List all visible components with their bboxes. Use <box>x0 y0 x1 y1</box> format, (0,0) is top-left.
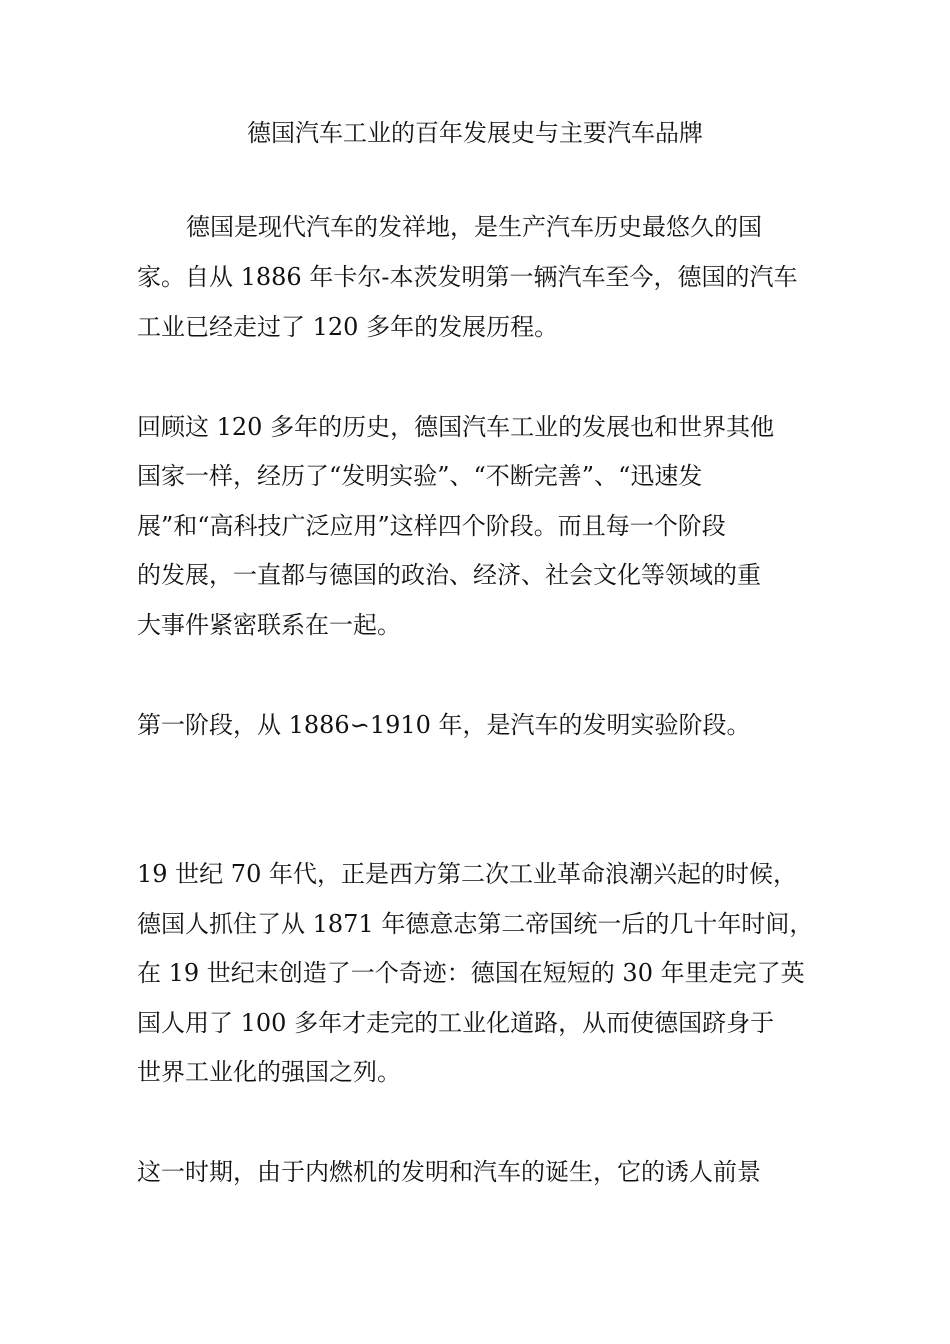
paragraph-2-line-5: 大事件紧密联系在一起。 <box>137 611 401 639</box>
paragraph-2-line-2: 国家一样，经历了“发明实验”、“不断完善”、“迅速发 <box>137 462 703 490</box>
paragraph-5-line-1: 这一时期，由于内燃机的发明和汽车的诞生，它的诱人前景 <box>137 1158 761 1186</box>
document-title: 德国汽车工业的百年发展史与主要汽车品牌 <box>247 119 703 147</box>
paragraph-1-line-2: 家。自从 1886 年卡尔-本茨发明第一辆汽车至今，德国的汽车 <box>137 263 798 291</box>
paragraph-2-line-3: 展”和“高科技广泛应用”这样四个阶段。而且每一个阶段 <box>137 512 726 540</box>
paragraph-1-line-1: 德国是现代汽车的发祥地，是生产汽车历史最悠久的国 <box>186 213 762 241</box>
paragraph-4-line-4: 国人用了 100 多年才走完的工业化道路，从而使德国跻身于 <box>137 1009 775 1037</box>
paragraph-4-line-1: 19 世纪 70 年代，正是西方第二次工业革命浪潮兴起的时候， <box>137 860 797 888</box>
paragraph-4-line-2: 德国人抓住了从 1871 年德意志第二帝国统一后的几十年时间， <box>137 910 814 938</box>
paragraph-2-line-4: 的发展，一直都与德国的政治、经济、社会文化等领域的重 <box>137 561 761 589</box>
paragraph-1-line-3: 工业已经走过了 120 多年的发展历程。 <box>137 313 559 341</box>
paragraph-4-line-5: 世界工业化的强国之列。 <box>137 1058 401 1086</box>
paragraph-3-line-1: 第一阶段，从 1886∽1910 年，是汽车的发明实验阶段。 <box>137 711 751 739</box>
paragraph-2-line-1: 回顾这 120 多年的历史，德国汽车工业的发展也和世界其他 <box>137 413 775 441</box>
paragraph-4-line-3: 在 19 世纪末创造了一个奇迹：德国在短短的 30 年里走完了英 <box>137 959 805 987</box>
